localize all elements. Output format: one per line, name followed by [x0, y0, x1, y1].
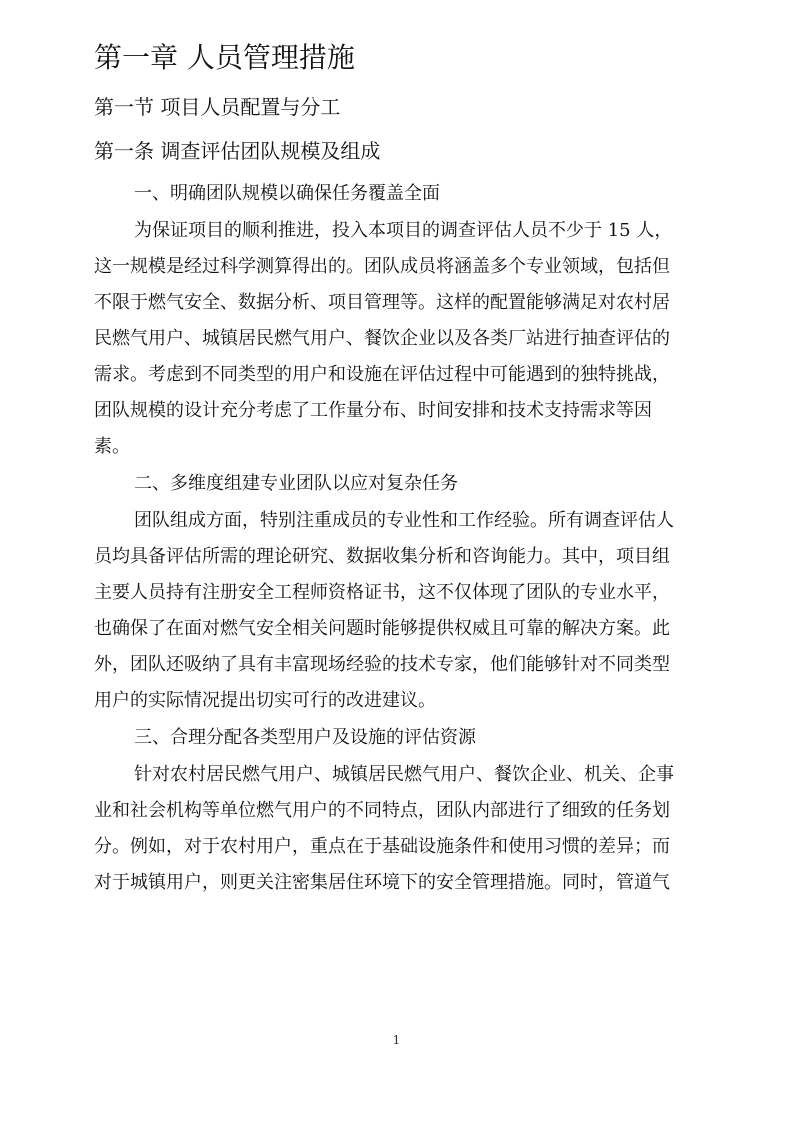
- article-title: 第一条 调查评估团队规模及组成: [94, 139, 381, 163]
- paragraph-line: 也确保了在面对燃气安全相关问题时能够提供权威且可靠的解决方案。此: [94, 618, 670, 639]
- page-number: 1: [392, 1033, 401, 1047]
- paragraph-line: 这一规模是经过科学测算得出的。团队成员将涵盖多个专业领域，包括但: [94, 256, 670, 277]
- paragraph-line: 分。例如，对于农村用户，重点在于基础设施条件和使用习惯的差异；而: [94, 836, 670, 857]
- paragraph-line: 外，团队还吸纳了具有丰富现场经验的技术专家，他们能够针对不同类型: [94, 654, 670, 675]
- paragraph-line: 民燃气用户、城镇居民燃气用户、餐饮企业以及各类厂站进行抽查评估的: [94, 328, 670, 349]
- paragraph-line: 用户的实际情况提出切实可行的改进建议。: [94, 690, 436, 711]
- paragraph-line: 需求。考虑到不同类型的用户和设施在评估过程中可能遇到的独特挑战，: [94, 364, 670, 385]
- paragraph-line: 素。: [94, 436, 130, 457]
- document-body: [94, 175, 694, 901]
- paragraph-line: 对于城镇用户，则更关注密集居住环境下的安全管理措施。同时，管道气: [94, 872, 670, 893]
- paragraph-line: 员均具备评估所需的理论研究、数据收集分析和咨询能力。其中，项目组: [94, 546, 670, 567]
- paragraph-line: 为保证项目的顺利推进，投入本项目的调查评估人员不少于 15 人，: [134, 220, 673, 241]
- paragraph-line: 团队组成方面，特别注重成员的专业性和工作经验。所有调查评估人: [134, 510, 674, 531]
- section-title: 第一节 项目人员配置与分工: [94, 95, 341, 119]
- paragraph-line: 不限于燃气安全、数据分析、项目管理等。这样的配置能够满足对农村居: [94, 292, 670, 313]
- paragraph-line: 业和社会机构等单位燃气用户的不同特点，团队内部进行了细致的任务划: [94, 800, 670, 821]
- paragraph-line: 团队规模的设计充分考虑了工作量分布、时间安排和技术支持需求等因: [94, 400, 652, 421]
- paragraph-line: 主要人员持有注册安全工程师资格证书，这不仅体现了团队的专业水平，: [94, 582, 670, 603]
- paragraph-line: 针对农村居民燃气用户、城镇居民燃气用户、餐饮企业、机关、企事: [134, 764, 674, 785]
- chapter-title: 第一章 人员管理措施: [94, 41, 355, 74]
- subsection-heading-2: 二、多维度组建专业团队以应对复杂任务: [134, 473, 458, 494]
- subsection-heading-1: 一、明确团队规模以确保任务覆盖全面: [134, 183, 440, 204]
- subsection-heading-3: 三、合理分配各类型用户及设施的评估资源: [134, 727, 476, 748]
